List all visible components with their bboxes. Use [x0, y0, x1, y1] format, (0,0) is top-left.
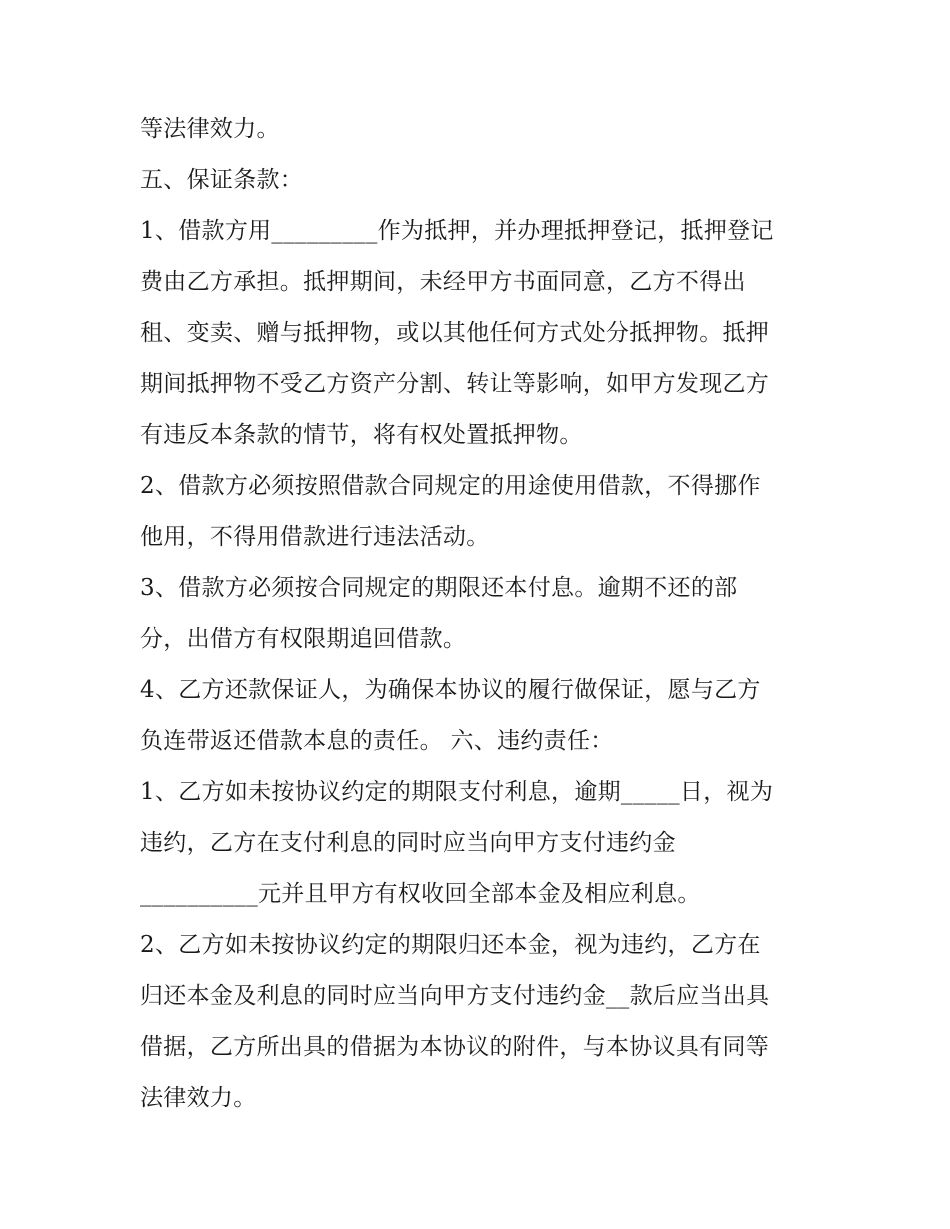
text-line: 借据，乙方所出具的借据为本协议的附件，与本协议具有同等	[140, 1034, 770, 1060]
text-line: 4、乙方还款保证人，为确保本协议的履行做保证，愿与乙方	[140, 677, 761, 703]
text-line: 分，出借方有权限期追回借款。	[140, 626, 467, 652]
text-line: 等法律效力。	[140, 116, 280, 142]
text-line: 1、乙方如未按协议约定的期限支付利息，逾期_____日，视为	[140, 779, 774, 805]
text-line: 期间抵押物不受乙方资产分割、转让等影响，如甲方发现乙方	[140, 371, 770, 397]
text-line: 1、借款方用_________作为抵押，并办理抵押登记，抵押登记	[140, 218, 774, 244]
text-line: 他用，不得用借款进行违法活动。	[140, 524, 490, 550]
text-line: 2、乙方如未按协议约定的期限归还本金，视为违约，乙方在	[140, 932, 761, 958]
text-line: 法律效力。	[140, 1085, 257, 1111]
text-line: 负连带返还借款本息的责任。 六、违约责任：	[140, 728, 614, 754]
text-line: 3、借款方必须按合同规定的期限还本付息。逾期不还的部	[140, 575, 738, 601]
text-line: __________元并且甲方有权收回全部本金及相应利息。	[140, 881, 701, 907]
text-line: 2、借款方必须按照借款合同规定的用途使用借款，不得挪作	[140, 473, 761, 499]
text-line: 有违反本条款的情节，将有权处置抵押物。	[140, 422, 583, 448]
text-line: 违约，乙方在支付利息的同时应当向甲方支付违约金	[140, 830, 676, 856]
text-line: 租、变卖、赠与抵押物，或以其他任何方式处分抵押物。抵押	[140, 320, 770, 346]
text-line: 归还本金及利息的同时应当向甲方支付违约金__款后应当出具	[140, 983, 770, 1009]
section-heading: 五、保证条款：	[140, 167, 304, 193]
text-line: 费由乙方承担。抵押期间，未经甲方书面同意，乙方不得出	[140, 269, 746, 295]
